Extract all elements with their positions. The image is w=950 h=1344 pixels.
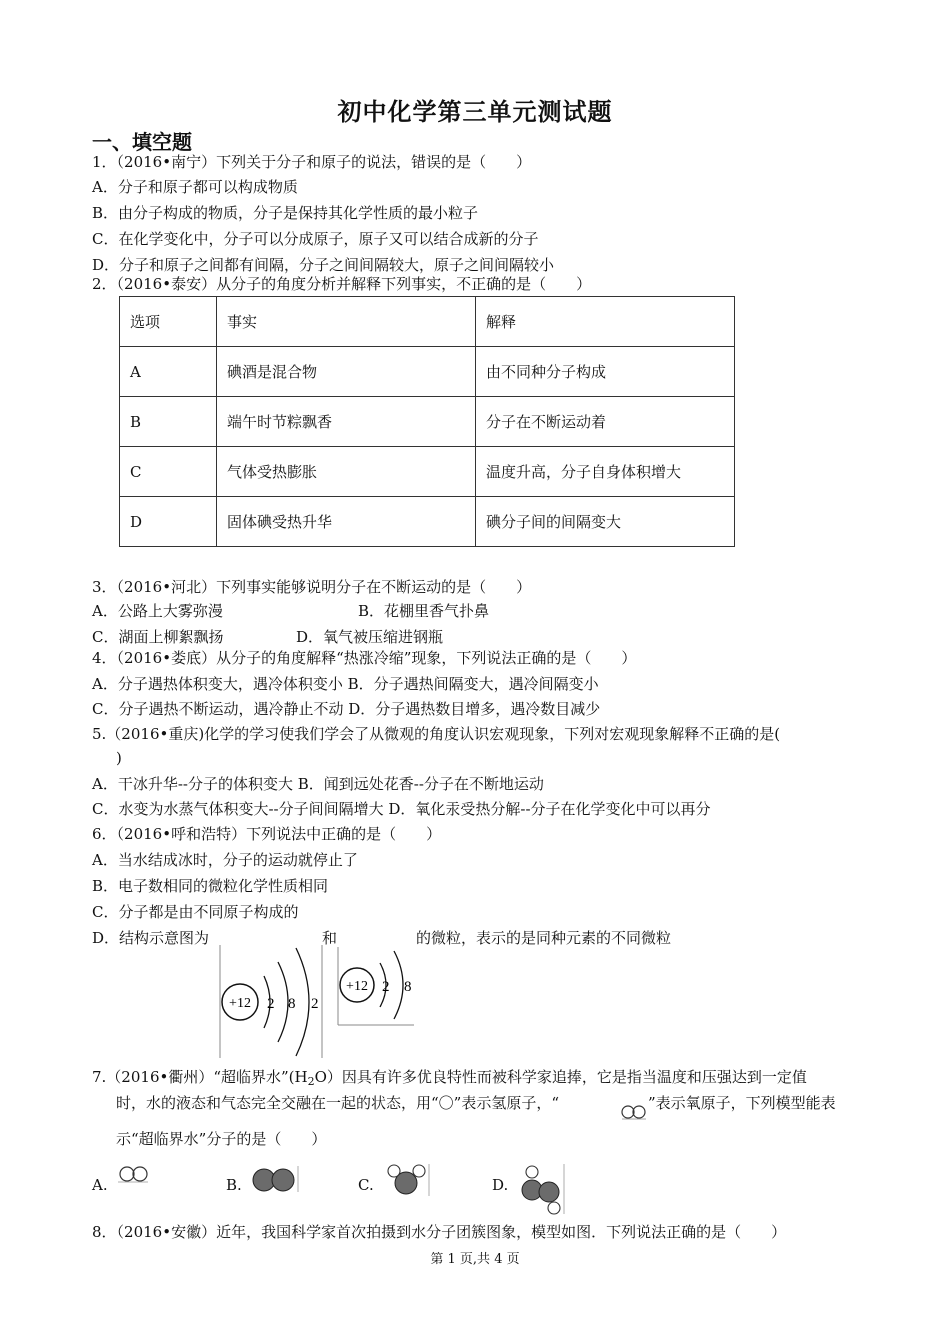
shell-electron-count: 2 xyxy=(267,996,275,1012)
shell-electron-count: 8 xyxy=(288,996,296,1012)
table-cell: C xyxy=(120,447,217,497)
q3-stem: 3．（2016•河北）下列事实能够说明分子在不断运动的是（ ） xyxy=(92,578,532,596)
q2-table xyxy=(119,296,735,547)
q1-option-c: C．在化学变化中，分子可以分成原子，原子又可以结合成新的分子 xyxy=(92,230,539,248)
table-cell: 由不同种分子构成 xyxy=(476,347,735,397)
q1-option-b: B．由分子构成的物质，分子是保持其化学性质的最小粒子 xyxy=(92,204,479,222)
q6-option-d-part1: D．结构示意图为 xyxy=(92,929,210,947)
q7-option-b-label: B. xyxy=(226,1176,242,1194)
table-cell: 气体受热膨胀 xyxy=(217,447,476,497)
q5-stem-end: ) xyxy=(116,749,122,767)
q7-stem-line2a: 时，水的液态和气态完全交融在一起的状态，用“〇”表示氢原子，“ xyxy=(116,1094,560,1112)
q7-stem-line3: 示“超临界水”分子的是（ ） xyxy=(116,1130,327,1148)
q5-options-cd: C．水变为水蒸气体积变大--分子间间隔增大 D．氧化汞受热分解--分子在化学变化中可以再分 xyxy=(92,800,711,818)
table-cell: 选项 xyxy=(120,297,217,347)
atom-structure-diagram-2 xyxy=(336,945,418,1027)
q4-options-ab: A．分子遇热体积变大，遇冷体积变小 B．分子遇热间隔变大，遇冷间隔变小 xyxy=(92,675,599,693)
table-cell: D xyxy=(120,497,217,547)
q7-subscript: 2 xyxy=(307,1075,315,1088)
table-row xyxy=(120,497,735,547)
table-cell: 解释 xyxy=(476,297,735,347)
shell-electron-count: 2 xyxy=(382,979,390,995)
q6-stem: 6．（2016•呼和浩特）下列说法中正确的是（ ） xyxy=(92,825,442,843)
table-cell: B xyxy=(120,397,217,447)
q3-option-d: D．氧气被压缩进钢瓶 xyxy=(296,628,444,646)
q3-option-c: C．湖面上柳絮飘扬 xyxy=(92,628,224,646)
q6-option-c: C．分子都是由不同原子构成的 xyxy=(92,903,299,921)
q7-option-d-label: D. xyxy=(492,1176,509,1194)
molecule-model-a-icon xyxy=(118,1164,150,1184)
table-row xyxy=(120,447,735,497)
q4-options-cd: C．分子遇热不断运动，遇冷静止不动 D．分子遇热数目增多，遇冷数目减少 xyxy=(92,700,601,718)
q7-option-a-label: A. xyxy=(92,1176,108,1194)
shell-electron-count: 8 xyxy=(404,979,412,995)
oxygen-atom-symbol-icon xyxy=(620,1104,648,1120)
q5-options-ab: A．干冰升华--分子的体积变大 B．闻到远处花香--分子在不断地运动 xyxy=(92,775,544,793)
molecule-model-d-icon xyxy=(518,1162,568,1216)
table-cell: A xyxy=(120,347,217,397)
table-cell: 碘酒是混合物 xyxy=(217,347,476,397)
q6-option-d-part2: 和 xyxy=(322,929,338,947)
q4-stem: 4．（2016•娄底）从分子的角度解释“热涨冷缩”现象，下列说法正确的是（ ） xyxy=(92,649,637,667)
q8-stem: 8．（2016•安徽）近年，我国科学家首次拍摄到水分子团簇图象，模型如图．下列说法正确的是（ ） xyxy=(92,1223,787,1241)
q6-option-b: B．电子数相同的微粒化学性质相同 xyxy=(92,877,329,895)
q1-option-a: A．分子和原子都可以构成物质 xyxy=(92,178,298,196)
q3-option-a: A．公路上大雾弥漫 xyxy=(92,602,223,620)
q2-stem: 2．（2016•泰安）从分子的角度分析并解释下列事实，不正确的是（ ） xyxy=(92,275,592,293)
q1-option-d: D．分子和原子之间都有间隔，分子之间间隔较大，原子之间间隔较小 xyxy=(92,256,555,274)
q7-option-c-label: C. xyxy=(358,1176,374,1194)
table-row xyxy=(120,347,735,397)
q6-option-a: A．当水结成冰时，分子的运动就停止了 xyxy=(92,851,358,869)
table-cell: 碘分子间的间隔变大 xyxy=(476,497,735,547)
table-cell: 分子在不断运动着 xyxy=(476,397,735,447)
q3-option-b: B．花棚里香气扑鼻 xyxy=(358,602,490,620)
q7-stem-part2: O）因具有许多优良特性而被科学家追捧，它是指当温度和压强达到一定值 xyxy=(314,1068,807,1086)
q6-option-d-part3: 的微粒，表示的是同种元素的不同微粒 xyxy=(416,929,672,947)
page-footer: 第 1 页,共 4 页 xyxy=(430,1252,520,1267)
table-cell: 端午时节粽飘香 xyxy=(217,397,476,447)
shell-electron-count: 2 xyxy=(311,996,319,1012)
q7-stem-line2b: ”表示氧原子，下列模型能表 xyxy=(648,1094,836,1112)
molecule-model-c-icon xyxy=(382,1162,432,1198)
q7-stem-line1 xyxy=(92,1067,807,1092)
molecule-model-b-icon xyxy=(250,1164,300,1194)
page-title: 初中化学第三单元测试题 xyxy=(337,97,613,126)
q1-stem: 1．（2016•南宁）下列关于分子和原子的说法，错误的是（ ） xyxy=(92,153,532,171)
q5-stem: 5.（2016•重庆)化学的学习使我们学会了从微观的角度认识宏观现象，下列对宏观现象解释不正确的是( xyxy=(92,725,781,743)
q7-stem-part1: 7.（2016•衢州）“超临界水”(H xyxy=(92,1068,308,1086)
table-cell: 事实 xyxy=(217,297,476,347)
nucleus-label: +12 xyxy=(346,979,368,994)
atom-structure-diagram-1 xyxy=(218,940,328,1060)
table-cell: 温度升高，分子自身体积增大 xyxy=(476,447,735,497)
table-cell: 固体碘受热升华 xyxy=(217,497,476,547)
nucleus-label: +12 xyxy=(229,996,251,1011)
section-heading: 一、填空题 xyxy=(92,130,192,154)
table-row xyxy=(120,397,735,447)
table-row xyxy=(120,297,735,347)
